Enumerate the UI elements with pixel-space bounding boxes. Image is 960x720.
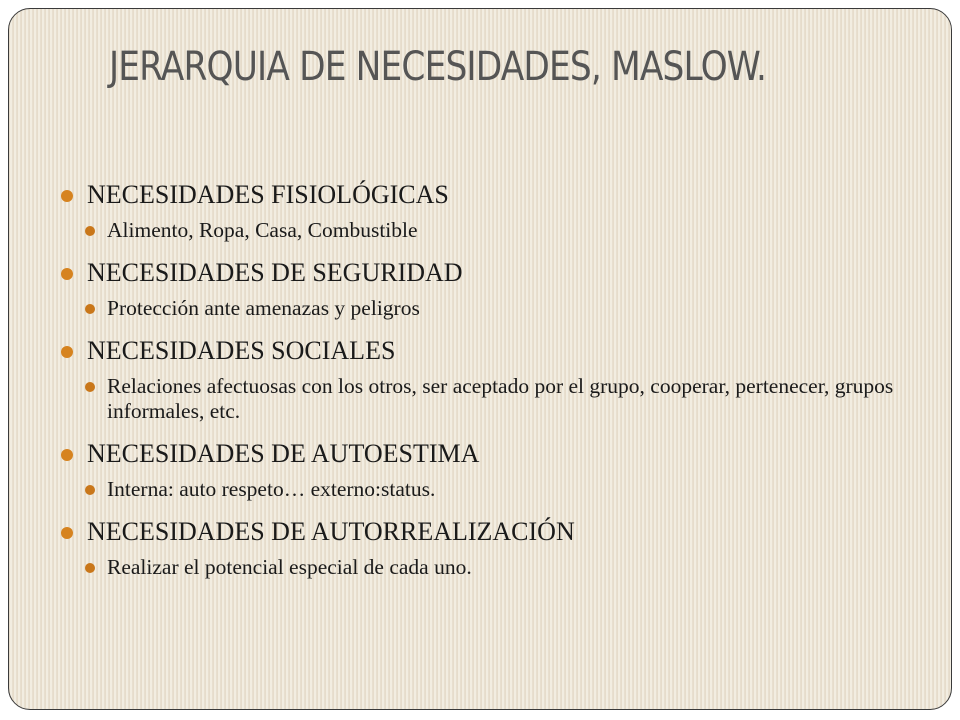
bullet-dot-icon	[85, 226, 95, 236]
list-item-seguridad	[59, 257, 919, 289]
bullet-list	[59, 179, 919, 594]
slide-title: JERARQUIA DE NECESIDADES, MASLOW.	[109, 44, 767, 90]
bullet-dot-icon	[61, 190, 73, 202]
sub-item-seguridad	[59, 296, 919, 321]
sub-item-text: Protección ante amenazas y peligros	[107, 296, 420, 320]
sub-item-sociales	[59, 374, 919, 424]
sub-item-fisiologicas	[59, 218, 919, 243]
sub-item-text: Alimento, Ropa, Casa, Combustible	[107, 218, 418, 242]
bullet-dot-icon	[61, 449, 73, 461]
bullet-dot-icon	[61, 527, 73, 539]
bullet-dot-icon	[85, 485, 95, 495]
item-heading: NECESIDADES FISIOLÓGICAS	[87, 180, 449, 209]
sub-item-text: Realizar el potencial especial de cada uno.	[107, 555, 472, 579]
list-item-fisiologicas	[59, 179, 919, 211]
bullet-dot-icon	[85, 563, 95, 573]
list-item-autorrealizacion	[59, 516, 919, 548]
bullet-dot-icon	[85, 304, 95, 314]
bullet-dot-icon	[85, 382, 95, 392]
list-item-autoestima	[59, 438, 919, 470]
sub-item-text: Relaciones afectuosas con los otros, ser aceptado por el grupo, cooperar, pertenecer, grupos informales, etc.	[107, 374, 894, 423]
list-item-sociales	[59, 335, 919, 367]
sub-item-text: Interna: auto respeto… externo:status.	[107, 477, 436, 501]
bullet-dot-icon	[61, 346, 73, 358]
item-heading: NECESIDADES DE SEGURIDAD	[87, 258, 463, 287]
slide	[8, 8, 952, 710]
item-heading: NECESIDADES SOCIALES	[87, 336, 396, 365]
bullet-dot-icon	[61, 268, 73, 280]
item-heading: NECESIDADES DE AUTORREALIZACIÓN	[87, 517, 575, 546]
sub-item-autorrealizacion	[59, 555, 919, 580]
item-heading: NECESIDADES DE AUTOESTIMA	[87, 439, 480, 468]
sub-item-autoestima	[59, 477, 919, 502]
